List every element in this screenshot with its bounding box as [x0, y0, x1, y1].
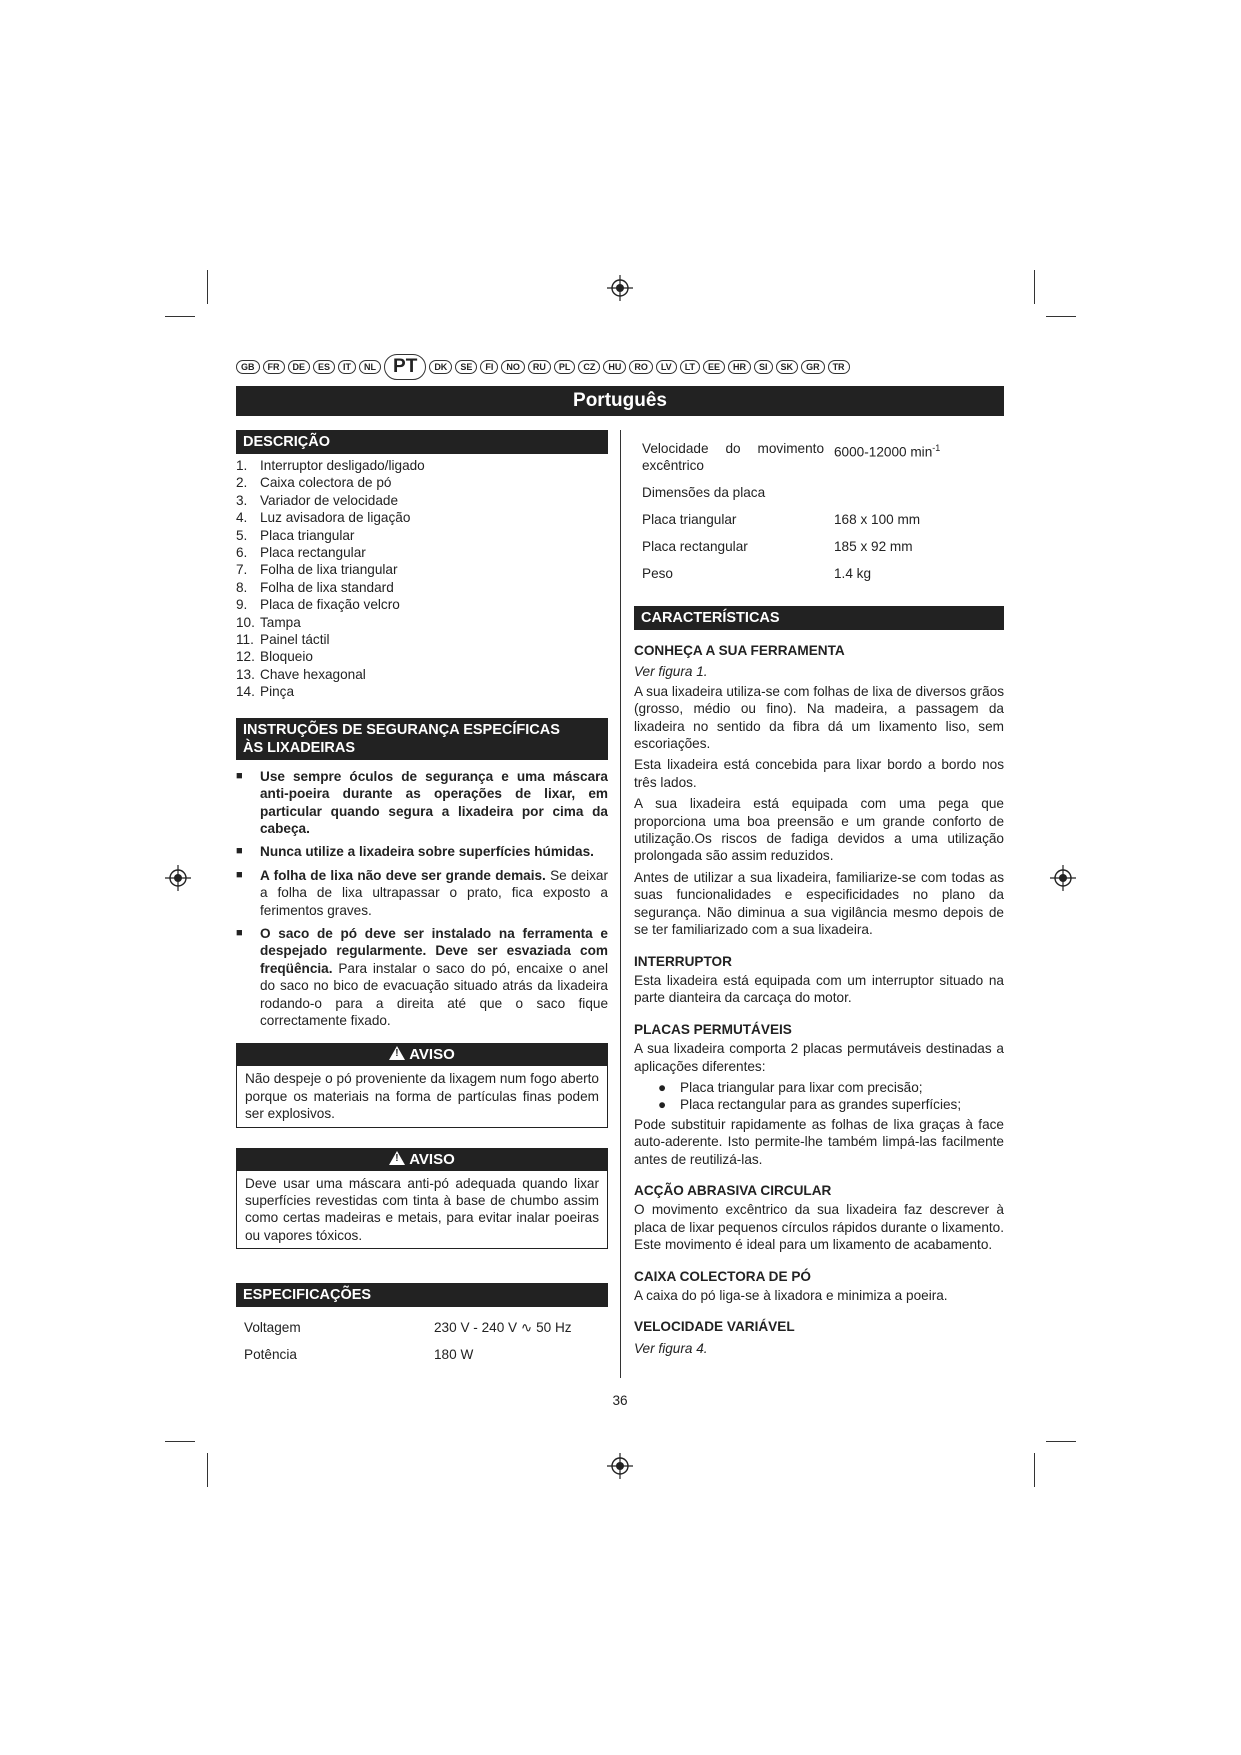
table-row: Placa rectangular 185 x 92 mm — [642, 539, 913, 554]
crop-mark — [1034, 270, 1035, 304]
subheading: ACÇÃO ABRASIVA CIRCULAR — [634, 1182, 832, 1198]
list-item: 10. Tampa — [236, 614, 301, 630]
language-selector — [236, 354, 1006, 380]
table-row: Voltagem 230 V - 240 V ∿ 50 Hz — [244, 1320, 572, 1336]
language-tab-dk[interactable]: DK — [429, 360, 452, 374]
subheading: INTERRUPTOR — [634, 953, 732, 969]
language-tab-lv[interactable]: LV — [656, 360, 677, 374]
registration-mark-icon — [607, 275, 633, 301]
language-tab-gr[interactable]: GR — [801, 360, 825, 374]
spec-table — [236, 1319, 608, 1363]
language-tab-fi[interactable]: FI — [480, 360, 498, 374]
registration-mark-icon — [165, 865, 191, 891]
list-item: ■ O saco de pó deve ser instalado na ferramenta e despejado regularmente. Deve ser esvaziada com freqüência. Para instalar o saco do pó, encaixe o anel do saco no bico de evacuação situado atrás da lixadeira rodando-o para a direita até que o saco fique correctamente fixado. — [236, 925, 608, 1028]
list-item: 12. Bloqueio — [236, 649, 313, 665]
description-list — [236, 457, 608, 701]
crop-mark — [1046, 1441, 1076, 1442]
language-tab-it[interactable]: IT — [338, 360, 356, 374]
subheading: PLACAS PERMUTÁVEIS — [634, 1021, 792, 1037]
ac-tilde-icon: ∿ — [520, 1320, 533, 1336]
list-item: 14. Pinça — [236, 684, 295, 700]
section-heading-especificacoes: ESPECIFICAÇÕES — [236, 1283, 608, 1307]
language-tab-pl[interactable]: PL — [554, 360, 576, 374]
table-row: Potência 180 W — [244, 1347, 474, 1363]
language-tab-hu[interactable]: HU — [603, 360, 626, 374]
page-number: 36 — [612, 1393, 628, 1408]
language-tab-tr[interactable]: TR — [828, 360, 850, 374]
subheading: CONHEÇA A SUA FERRAMENTA — [634, 643, 845, 658]
crop-mark — [207, 270, 208, 304]
registration-mark-icon — [1050, 865, 1076, 891]
list-item: 11. Painel táctil — [236, 632, 330, 648]
language-tab-pt[interactable]: PT — [384, 354, 426, 380]
table-row: Peso 1.4 kg — [642, 566, 872, 581]
square-bullet-icon: ■ — [236, 926, 243, 939]
section-heading-seguranca: INSTRUÇÕES DE SEGURANÇA ESPECÍFICAS ÀS LIXADEIRAS — [236, 718, 608, 760]
language-tab-ru[interactable]: RU — [528, 360, 551, 374]
dot-bullet-icon: ● — [658, 1079, 667, 1095]
list-item: ■ Use sempre óculos de segurança e uma máscara anti-poeira durante as operações de lixar, em particular quando segura a lixadeira por cima da cabeça. — [236, 768, 608, 836]
figure-reference: Ver figura 1. — [634, 664, 708, 680]
right-column: Velocidade do movimento excêntrico 6000-12000 $\min^{-1}$ Dimensões da placa Placa triangular 168 x 100 mm Placa rectangular 185 x 92 mm Peso 1.4 kg CARACTERÍSTICAS CONHEÇA A SUA FERRAMENTA Ver figura 1. A sua lixadeira utiliza-se com folhas de lixa de diversos grãos (grosso, médio ou fino). Na madeira, a passagem da lixadeira no sentido da fibra dá um lixamento liso, sem escoriações. Esta lixadeira está concebida para lixar bordo a bordo nos três lados. A sua lixadeira está equipada com uma pega que proporciona uma boa preensão e um grande conforto de utilização.Os riscos de fadiga devidos a uma utilização prolongada são assim reduzidos. Antes de utilizar a sua lixadeira, familiarize-se com todas as suas funcionalidades e especificidades no plano da segurança. Não diminua a sua vigilância mesmo depois de se ter familiarizado com a sua lixadeira. INTERRUPTOR Esta lixadeira está equipada com um interruptor situado na parte dianteira da carcaça do motor. PLACAS PERMUTÁVEIS A sua lixadeira comporta 2 placas permutáveis destinadas a aplicações diferentes: ● Placa triangular para lixar com precisão; ● Placa rectangular para as grandes superfícies; Pode substituir rapidamente as folhas de lixa graças à face auto-aderente. Isto permite-lhe também limpá-las facilmente antes de reutilizá-las. ACÇÃO ABRASIVA CIRCULAR O movimento excêntrico da sua lixadeira faz descrever à placa de lixar pequenos círculos rápidos durante o lixamento. Este movimento é ideal para um lixamento de acabamento. CAIXA COLECTORA DE PÓ A caixa do pó liga-se à lixadora e minimiza a poeira. VELOCIDADE VARIÁVEL Ver figura 4. — [634, 441, 1004, 1356]
language-tab-es[interactable]: ES — [313, 360, 335, 374]
list-item: 8. Folha de lixa standard — [236, 579, 394, 595]
language-tab-lt[interactable]: LT — [680, 360, 700, 374]
list-item: ● Placa triangular para lixar com precisão; — [658, 1079, 923, 1095]
list-item: 5. Placa triangular — [236, 527, 355, 543]
left-column — [236, 430, 608, 1364]
section-heading-descricao: DESCRIÇÃO — [236, 430, 608, 454]
language-tab-nl[interactable]: NL — [359, 360, 381, 374]
section-heading-caracteristicas: CARACTERÍSTICAS — [634, 606, 1004, 630]
warning-triangle-icon: ! — [389, 1046, 405, 1060]
crop-mark — [1046, 316, 1076, 317]
table-row: Velocidade do movimento excêntrico 6000-12000 $\min^{-1}$ — [642, 441, 941, 474]
crop-mark — [165, 316, 195, 317]
column-divider — [620, 430, 621, 1378]
list-item: 7. Folha de lixa triangular — [236, 562, 398, 578]
page-title: Português — [236, 386, 1004, 416]
list-item: 2. Caixa colectora de pó — [236, 475, 392, 491]
language-tab-no[interactable]: NO — [501, 360, 525, 374]
language-tab-fr[interactable]: FR — [263, 360, 285, 374]
warning-box: ! AVISO Não despeje o pó proveniente da lixagem num fogo aberto porque os materiais na forma de partículas finas podem ser explosivos. — [236, 1043, 608, 1127]
crop-mark — [207, 1453, 208, 1487]
list-item: 9. Placa de fixação velcro — [236, 597, 400, 613]
spec-table — [634, 440, 1004, 592]
list-item: 6. Placa rectangular — [236, 545, 366, 561]
dot-bullet-icon: ● — [658, 1097, 667, 1113]
crop-mark — [1034, 1453, 1035, 1487]
language-tab-se[interactable]: SE — [455, 360, 477, 374]
list-item: 4. Luz avisadora de ligação — [236, 510, 411, 526]
list-item: 13. Chave hexagonal — [236, 666, 366, 682]
registration-mark-icon — [607, 1453, 633, 1479]
square-bullet-icon: ■ — [236, 868, 243, 881]
list-item: ■ A folha de lixa não deve ser grande demais. Se deixar a folha de lixa ultrapassar o prato, fica exposto a ferimentos graves. — [236, 867, 608, 918]
table-row: Dimensões da placa — [642, 485, 766, 500]
language-tab-gb[interactable]: GB — [236, 360, 260, 374]
language-tab-ee[interactable]: EE — [703, 360, 725, 374]
square-bullet-icon: ■ — [236, 845, 243, 858]
figure-reference: Ver figura 4. — [634, 1340, 708, 1356]
list-item: ■ Nunca utilize a lixadeira sobre superfícies húmidas. — [236, 844, 594, 860]
subheading: CAIXA COLECTORA DE PÓ — [634, 1268, 811, 1284]
language-tab-de[interactable]: DE — [288, 360, 311, 374]
square-bullet-icon: ■ — [236, 769, 243, 782]
subheading: VELOCIDADE VARIÁVEL — [634, 1319, 795, 1335]
language-tab-si[interactable]: SI — [754, 360, 773, 374]
language-tab-cz[interactable]: CZ — [578, 360, 600, 374]
language-tab-ro[interactable]: RO — [629, 360, 653, 374]
table-row: Placa triangular 168 x 100 mm — [642, 512, 921, 527]
language-tab-sk[interactable]: SK — [776, 360, 799, 374]
warning-triangle-icon: ! — [389, 1151, 405, 1165]
crop-mark — [165, 1441, 195, 1442]
safety-list — [236, 768, 608, 1030]
plates-list — [634, 1079, 1004, 1114]
list-item: ● Placa rectangular para as grandes superfícies; — [658, 1097, 962, 1113]
list-item: 1. Interruptor desligado/ligado — [236, 458, 425, 473]
warning-box: ! AVISO Deve usar uma máscara anti-pó adequada quando lixar superfícies revestidas com tinta à base de chumbo assim como certas madeiras e metais, para evitar inalar poeiras ou vapores tóxicos. — [236, 1148, 608, 1250]
list-item: 3. Variador de velocidade — [236, 492, 399, 508]
language-tab-hr[interactable]: HR — [728, 360, 751, 374]
